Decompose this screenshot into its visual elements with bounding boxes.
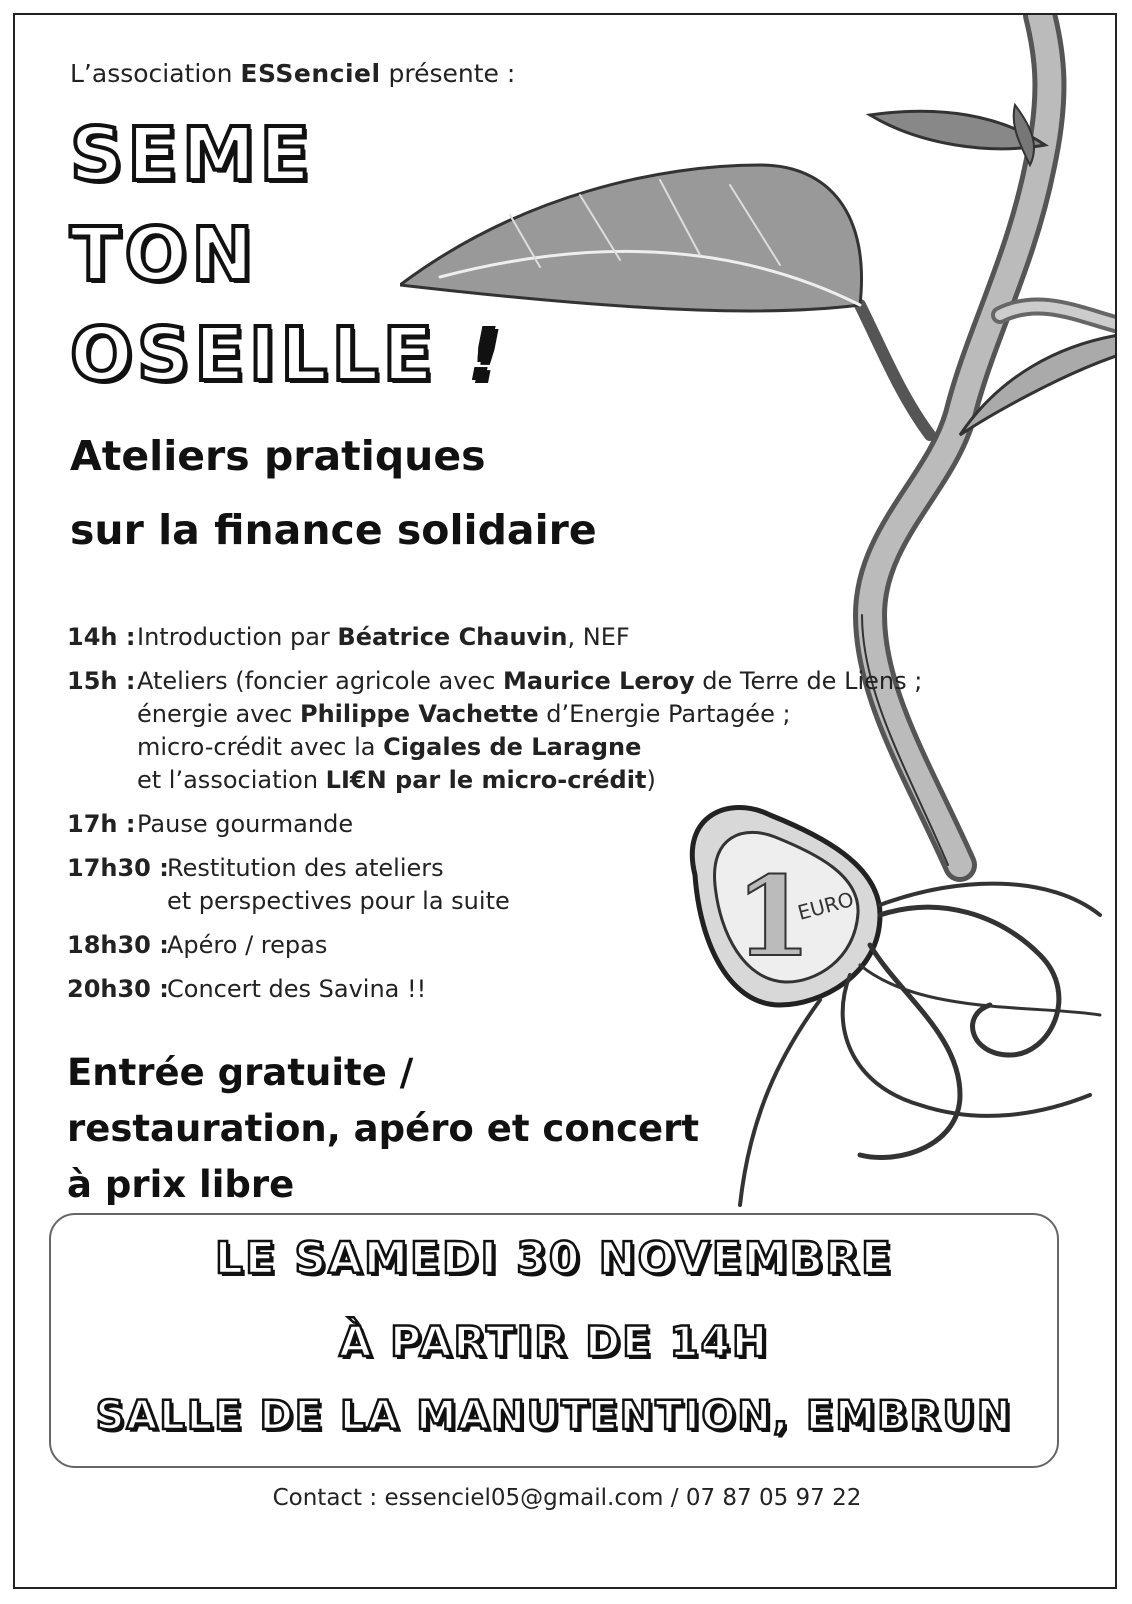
entry-line-3: à prix libre [67,1163,295,1206]
event-date: LE SAMEDI 30 NOVEMBRE [214,1233,894,1284]
event-time: À PARTIR DE 14H [338,1317,770,1366]
schedule-part: micro-crédit avec la [137,733,384,761]
schedule-part: Restitution des ateliers [167,854,444,882]
schedule-row [67,808,887,841]
event-place: SALLE DE LA MANUTENTION, EMBRUN [95,1393,1013,1439]
schedule-time: 15h : [67,667,136,695]
title-line-3 [70,312,505,398]
schedule-part: Concert des Savina !! [167,975,427,1003]
schedule-row [67,929,887,962]
schedule-text [137,621,630,654]
schedule-row [67,665,923,797]
intro-before: L’association [70,59,233,88]
entry-line-1: Entrée gratuite / [67,1051,414,1094]
schedule-text [167,852,510,918]
schedule-part: et perspectives pour la suite [167,887,510,915]
schedule-part: Introduction par [137,623,338,651]
schedule-line [137,665,922,698]
intro-line [70,59,515,88]
schedule-line [137,698,922,731]
title-exclamation: ! [466,312,505,398]
schedule-line [167,885,510,918]
schedule-highlight: LI€N par le micro-crédit [325,766,647,794]
title-word: OSEILLE [70,312,438,398]
schedule-highlight: Philippe Vachette [299,700,539,728]
schedule-time: 14h : [67,623,136,651]
subtitle-line-1: Ateliers pratiques [70,432,486,480]
entry-info [67,1045,699,1213]
schedule-part: de Terre de Liens ; [694,667,923,695]
schedule-part: , NEF [567,623,630,651]
schedule-text [137,808,353,841]
coin-label: EURO [795,886,857,925]
subtitle-line-2: sur la finance solidaire [70,506,597,554]
schedule-line [137,621,630,654]
title-line-1: SEME [70,112,315,198]
title-line-2: TON [70,212,258,298]
schedule-time: 18h30 : [67,931,169,959]
schedule-line [137,808,353,841]
schedule-line [167,852,510,885]
schedule-text [167,973,426,1006]
schedule-time: 17h30 : [67,854,169,882]
plant-illustration [400,15,1117,1215]
schedule-highlight: Béatrice Chauvin [337,623,568,651]
schedule-part: d’Energie Partagée ; [538,700,791,728]
poster [13,13,1117,1589]
coin-digit: 1 [735,852,812,981]
intro-after: présente : [388,59,516,88]
schedule-part: et l’association [137,766,326,794]
entry-line-2: restauration, apéro et concert [67,1107,700,1150]
schedule-part: énergie avec [137,700,300,728]
schedule-part: Pause gourmande [137,810,354,838]
schedule-row [67,852,887,918]
schedule-time: 17h : [67,810,136,838]
schedule-row [67,621,887,654]
schedule-line [137,731,922,764]
schedule-text [137,665,922,797]
schedule-time: 20h30 : [67,975,169,1003]
schedule-line [167,929,327,962]
brand-name: ESSenciel [240,59,381,88]
contact-line: Contact : essenciel05@gmail.com / 07 87 05 97 22 [272,1485,862,1511]
schedule-part: Apéro / repas [167,931,328,959]
schedule-line [137,764,922,797]
schedule-highlight: Cigales de Laragne [383,733,642,761]
schedule-row [67,973,887,1006]
schedule [67,621,923,1017]
schedule-part: Ateliers (foncier agricole avec [137,667,504,695]
schedule-highlight: Maurice Leroy [503,667,695,695]
event-box [49,1213,1059,1468]
schedule-part: ) [646,766,656,794]
schedule-line [167,973,426,1006]
schedule-text [167,929,327,962]
